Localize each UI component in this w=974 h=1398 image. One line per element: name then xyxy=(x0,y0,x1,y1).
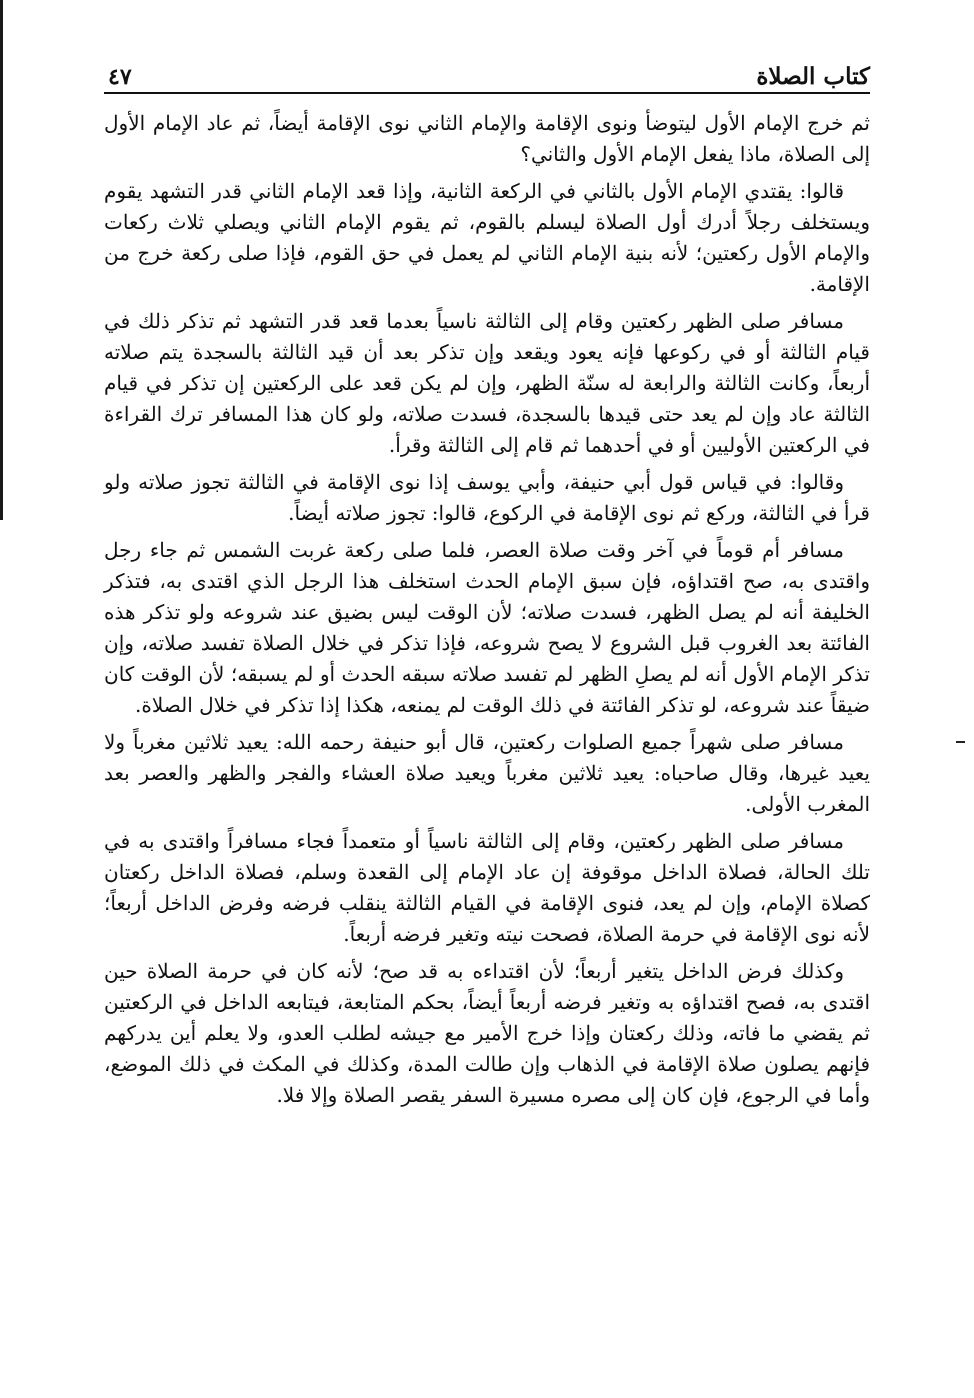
page-body xyxy=(104,94,870,1111)
scan-left-edge-shadow xyxy=(0,0,3,520)
paragraph: وكذلك فرض الداخل يتغير أربعاً؛ لأن اقتداءه به قد صح؛ لأنه كان في حرمة الصلاة حين اقتدى به، فصح اقتداؤه به وتغير فرضه أربعاً أيضاً، بحكم المتابعة، فيتابعه الداخل في الركعتين ثم يقضي ما فاته، وذلك ركعتان وإذا خرج الأمير مع جيشه لطلب العدو، ولا يعلم أين يدركهم فإنهم يصلون صلاة الإقامة في الذهاب وإن طالت المدة، وكذلك في المكث في ذلك الموضع، وأما في الرجوع، فإن كان إلى مصره مسيرة السفر يقصر الصلاة وإلا فلا. xyxy=(104,959,870,1107)
paragraph: مسافر صلى الظهر ركعتين وقام إلى الثالثة ناسياً بعدما قعد قدر التشهد ثم تذكر ذلك في قيام الثالثة أو في ركوعها فإنه يعود ويقعد وإن تذكر بعد أن قيد الثالثة بالسجدة يتم صلاته أربعاً، وكانت الثالثة والرابعة له سنّة الظهر، وإن لم يكن قعد على الركعتين إن تذكر في قيام الثالثة عاد وإن لم يعد حتى قيدها بالسجدة، فسدت صلاته، ولو كان هذا المسافر ترك القراءة في الركعتين الأوليين أو في أحدهما ثم قام إلى الثالثة وقرأ. xyxy=(104,309,870,457)
paragraph: وقالوا: في قياس قول أبي حنيفة، وأبي يوسف إذا نوى الإقامة في الثالثة تجوز صلاته ولو قرأ في الثالثة، وركع ثم نوى الإقامة في الركوع، قالوا: تجوز صلاته أيضاً. xyxy=(104,470,870,525)
paragraph: مسافر صلى الظهر ركعتين، وقام إلى الثالثة ناسياً أو متعمداً فجاء مسافراً واقتدى به في تلك الحالة، فصلاة الداخل موقوفة إن عاد الإمام إلى القعدة وسلم، فصلاة الداخل ركعتان كصلاة الإمام، وإن لم يعد، فنوى الإقامة في القيام الثالثة ينقلب فرضه وفرض الداخل أربعاً؛ لأنه نوى الإقامة في حرمة الصلاة، فصحت نيته وتغير فرضه أربعاً. xyxy=(104,829,870,946)
page-number: ٤٧ xyxy=(108,64,132,90)
chapter-title: كتاب الصلاة xyxy=(756,63,870,90)
book-page xyxy=(104,52,870,1372)
paragraph-continuation: ثم خرج الإمام الأول ليتوضأ ونوى الإقامة والإمام الثاني نوى الإقامة أيضاً، ثم عاد الإمام الأول إلى الصلاة، ماذا يفعل الإمام الأول والثاني؟ xyxy=(104,111,870,166)
running-header xyxy=(104,52,870,94)
paragraph: مسافر صلى شهراً جميع الصلوات ركعتين، قال أبو حنيفة رحمه الله: يعيد ثلاثين مغرباً ولا يعيد غيرها، وقال صاحباه: يعيد ثلاثين مغرباً ويعيد صلاة العشاء والفجر والظهر والعصر بعد المغرب الأولى. xyxy=(104,730,870,816)
paragraph: قالوا: يقتدي الإمام الأول بالثاني في الركعة الثانية، وإذا قعد الإمام الثاني قدر التشهد يقوم ويستخلف رجلاً أدرك أول الصلاة ليسلم بالقوم، ثم يقوم الإمام الثاني ويصلي ثلاث ركعات والإمام الأول ركعتين؛ لأنه بنية الإمام الثاني لم يعمل في حق القوم، فإذا صلى ركعة خرج من الإقامة. xyxy=(104,179,870,296)
paragraph: مسافر أم قوماً في آخر وقت صلاة العصر، فلما صلى ركعة غربت الشمس ثم جاء رجل واقتدى به، صح اقتداؤه، فإن سبق الإمام الحدث استخلف هذا الرجل الذي اقتدى به، فتذكر الخليفة أنه لم يصل الظهر، فسدت صلاته؛ لأن الوقت ليس بضيق عند شروعه ولو تذكر هذه الفائتة بعد الغروب قبل الشروع لا يصح شروعه، فإذا تذكر في خلال الصلاة تفسد صلاته، وإن تذكر الإمام الأول أنه لم يصلِ الظهر لم تفسد صلاته سبقه الحدث أو لم يسبقه؛ لأن الوقت كان ضيقاً عند شروعه، لو تذكر الفائتة في ذلك الوقت لم يمنعه، هكذا إذا تذكر في خلال الصلاة. xyxy=(104,538,870,717)
margin-tick-mark xyxy=(956,741,965,743)
